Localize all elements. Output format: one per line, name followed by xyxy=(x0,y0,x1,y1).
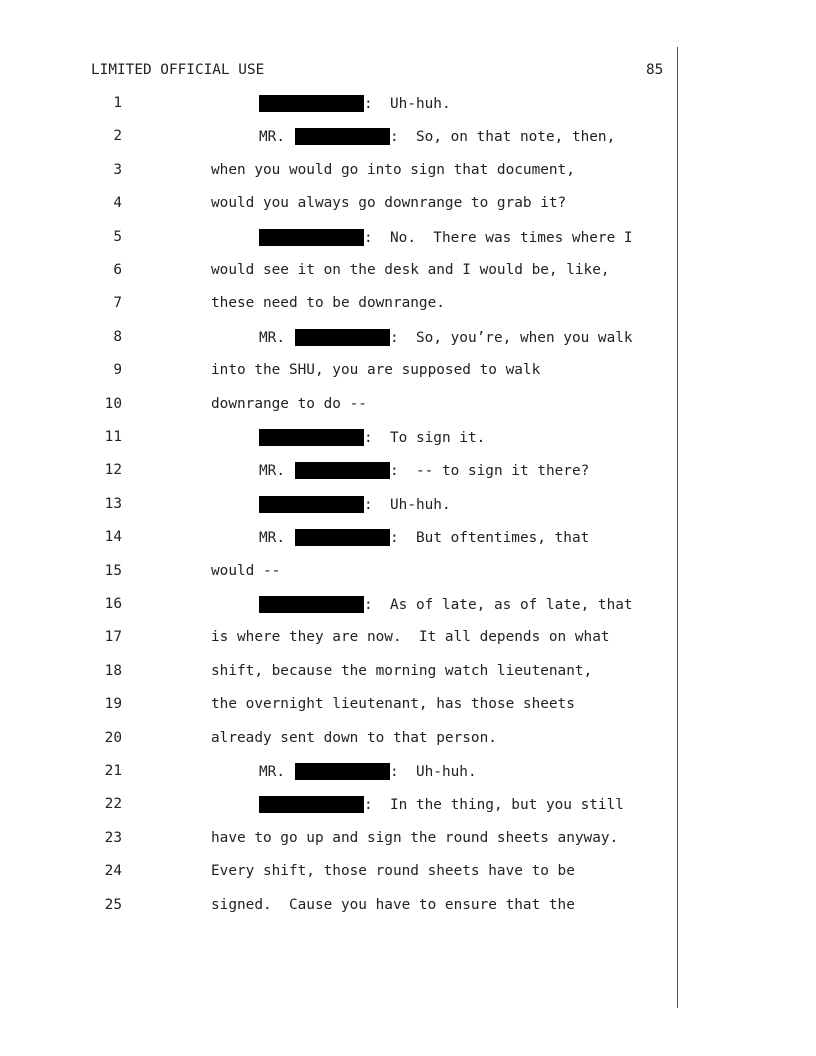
transcript-line xyxy=(259,229,633,246)
transcript-line xyxy=(211,696,575,712)
line-number: 17 xyxy=(104,629,122,645)
line-text: : But oftentimes, that xyxy=(390,530,590,546)
line-number: 9 xyxy=(113,362,122,378)
line-text: Every shift, those round sheets have to be xyxy=(211,863,575,879)
line-text: : Uh-huh. xyxy=(390,764,477,780)
line-number: 10 xyxy=(104,396,122,412)
line-number: 14 xyxy=(104,529,122,545)
redacted-name xyxy=(295,128,390,145)
line-number: 18 xyxy=(104,663,122,679)
transcript-line xyxy=(211,863,575,879)
line-text: downrange to do -- xyxy=(211,396,367,412)
redacted-name xyxy=(295,763,390,780)
transcript-line xyxy=(259,763,477,780)
line-text: : As of late, as of late, that xyxy=(364,597,633,613)
line-number: 25 xyxy=(104,897,122,913)
transcript-line xyxy=(211,295,445,311)
line-number: 3 xyxy=(113,162,122,178)
transcript-line xyxy=(211,663,592,679)
line-text: : So, you’re, when you walk xyxy=(390,330,633,346)
line-text: : In the thing, but you still xyxy=(364,797,624,813)
line-number: 11 xyxy=(104,429,122,445)
line-text: : So, on that note, then, xyxy=(390,129,616,145)
line-number: 24 xyxy=(104,863,122,879)
line-number: 19 xyxy=(104,696,122,712)
line-text: : Uh-huh. xyxy=(364,497,451,513)
line-number: 5 xyxy=(113,229,122,245)
line-number: 20 xyxy=(104,730,122,746)
transcript-line xyxy=(259,462,589,479)
transcript-line xyxy=(211,730,497,746)
transcript-line xyxy=(259,128,615,145)
line-number: 12 xyxy=(104,462,122,478)
speaker-prefix: MR. xyxy=(259,330,285,346)
redacted-name xyxy=(259,229,364,246)
transcript-line xyxy=(259,329,633,346)
transcript-line xyxy=(211,830,618,846)
speaker-prefix: MR. xyxy=(259,463,285,479)
line-text: : Uh-huh. xyxy=(364,96,451,112)
line-number: 16 xyxy=(104,596,122,612)
line-number: 23 xyxy=(104,830,122,846)
transcript-line xyxy=(259,596,633,613)
line-number: 2 xyxy=(113,128,122,144)
transcript-line xyxy=(211,396,367,412)
redacted-name xyxy=(259,496,364,513)
line-number: 13 xyxy=(104,496,122,512)
transcript-line xyxy=(259,496,451,513)
redacted-name xyxy=(295,529,390,546)
line-text: : -- to sign it there? xyxy=(390,463,590,479)
transcript-line xyxy=(211,162,575,178)
line-number: 21 xyxy=(104,763,122,779)
line-text: is where they are now. It all depends on what xyxy=(211,629,610,645)
line-number: 4 xyxy=(113,195,122,211)
line-text: when you would go into sign that document, xyxy=(211,162,575,178)
speaker-prefix: MR. xyxy=(259,530,285,546)
transcript-line xyxy=(259,529,589,546)
transcript-line xyxy=(211,563,280,579)
redacted-name xyxy=(259,796,364,813)
line-text: already sent down to that person. xyxy=(211,730,497,746)
line-text: would see it on the desk and I would be, like, xyxy=(211,262,610,278)
line-number: 1 xyxy=(113,95,122,111)
line-number: 15 xyxy=(104,563,122,579)
line-number: 8 xyxy=(113,329,122,345)
classification-header: LIMITED OFFICIAL USE xyxy=(91,62,265,78)
redacted-name xyxy=(259,95,364,112)
transcript-line xyxy=(211,262,610,278)
redacted-name xyxy=(259,596,364,613)
line-text: : No. There was times where I xyxy=(364,230,633,246)
transcript-line xyxy=(211,897,575,913)
transcript-line xyxy=(211,629,610,645)
line-text: into the SHU, you are supposed to walk xyxy=(211,362,541,378)
line-text: signed. Cause you have to ensure that the xyxy=(211,897,575,913)
line-number: 7 xyxy=(113,295,122,311)
line-text: shift, because the morning watch lieutenant, xyxy=(211,663,593,679)
line-text: the overnight lieutenant, has those sheets xyxy=(211,696,575,712)
speaker-prefix: MR. xyxy=(259,129,285,145)
redacted-name xyxy=(259,429,364,446)
redacted-name xyxy=(295,462,390,479)
transcript-line xyxy=(211,362,540,378)
transcript-line xyxy=(259,429,485,446)
line-number: 22 xyxy=(104,796,122,812)
line-text: have to go up and sign the round sheets anyway. xyxy=(211,830,619,846)
line-text: : To sign it. xyxy=(364,430,486,446)
line-number: 6 xyxy=(113,262,122,278)
redacted-name xyxy=(295,329,390,346)
right-margin-rule xyxy=(677,47,678,1008)
speaker-prefix: MR. xyxy=(259,764,285,780)
transcript-line xyxy=(259,796,624,813)
transcript-line xyxy=(211,195,566,211)
transcript-line xyxy=(259,95,451,112)
page-number: 85 xyxy=(646,62,664,78)
line-text: these need to be downrange. xyxy=(211,295,445,311)
line-text: would you always go downrange to grab it? xyxy=(211,195,567,211)
line-text: would -- xyxy=(211,563,281,579)
